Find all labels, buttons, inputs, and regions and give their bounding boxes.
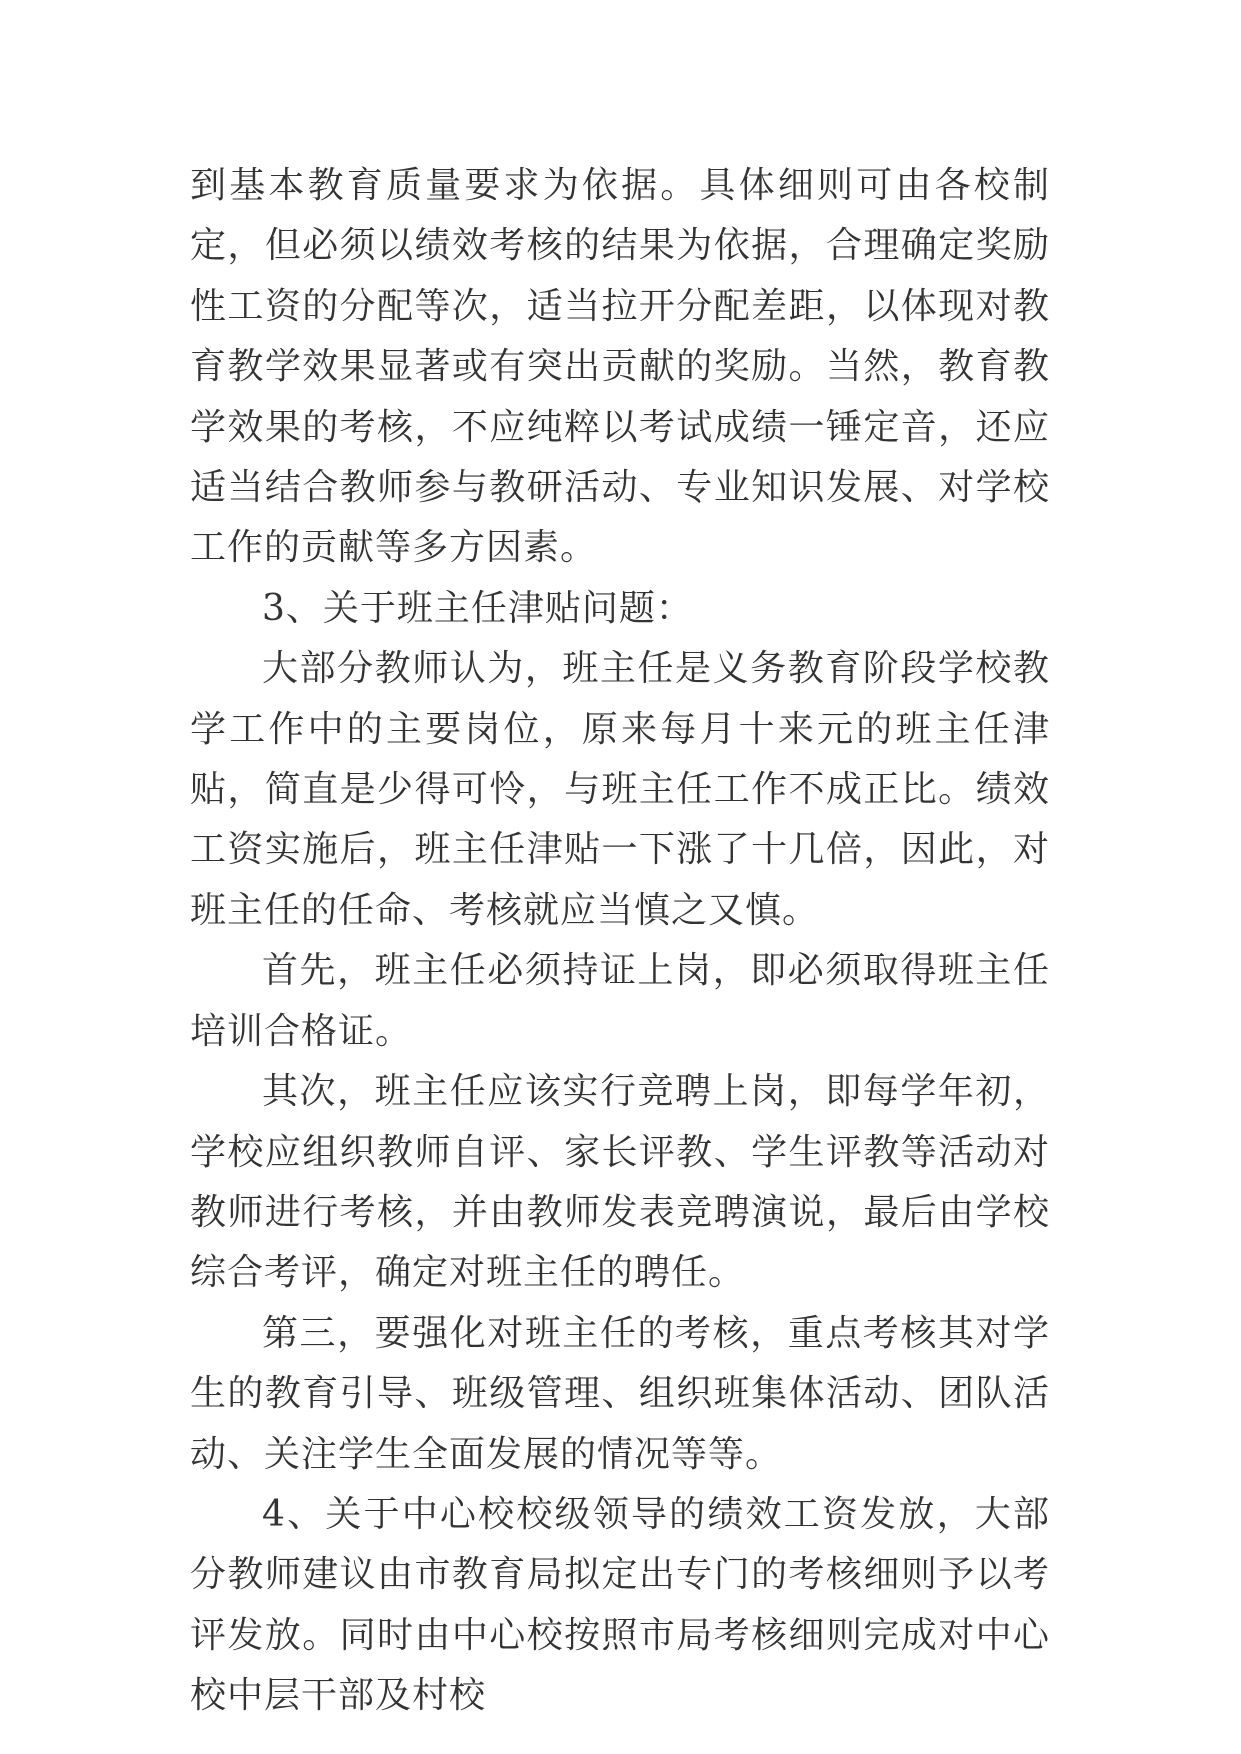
paragraph-first: 首先，班主任必须持证上岗，即必须取得班主任培训合格证。 bbox=[190, 950, 1050, 1052]
paragraph-continuation: 到基本教育质量要求为依据。具体细则可由各校制定，但必须以绩效考核的结果为依据，合理确定奖励性工资的分配等次，适当拉开分配差距，以体现对教育教学效果显著或有突出贡献的奖励。当然，教育教学效果的考核，不应纯粹以考试成绩一锤定音，还应适当结合教师参与教研活动、专业知识发展、对学校工作的贡献等多方因素。 bbox=[190, 165, 1050, 569]
paragraph-section-4: 4、关于中心校校级领导的绩效工资发放，大部分教师建议由市教育局拟定出专门的考核细则予以考评发放。同时由中心校按照市局考核细则完成对中心校中层干部及村校 bbox=[190, 1493, 1050, 1717]
paragraph-third: 第三，要强化对班主任的考核，重点考核其对学生的教育引导、班级管理、组织班集体活动、团队活动、关注学生全面发展的情况等等。 bbox=[190, 1312, 1050, 1475]
section-heading-3: 3、关于班主任津贴问题： bbox=[262, 587, 693, 629]
paragraph-class-teacher-allowance: 大部分教师认为，班主任是义务教育阶段学校教学工作中的主要岗位，原来每月十来元的班主任津贴，简直是少得可怜，与班主任工作不成正比。绩效工资实施后，班主任津贴一下涨了十几倍，因此，对班主任的任命、考核就应当慎之又慎。 bbox=[190, 648, 1050, 931]
paragraph-second: 其次，班主任应该实行竞聘上岗，即每学年初，学校应组织教师自评、家长评教、学生评教等活动对教师进行考核，并由教师发表竞聘演说，最后由学校综合考评，确定对班主任的聘任。 bbox=[190, 1071, 1050, 1294]
document-body bbox=[190, 156, 1050, 1727]
